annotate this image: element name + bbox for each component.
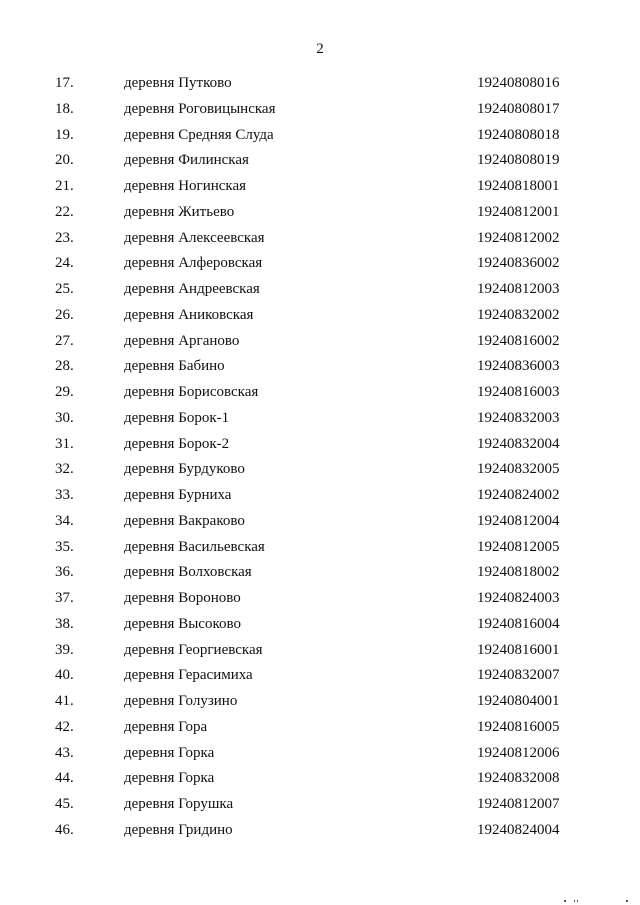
oktmo-code: 19240812004 (477, 512, 560, 529)
row-number: 45. (55, 796, 74, 812)
row-number: 38. (55, 615, 74, 632)
oktmo-code: 19240818001 (477, 178, 560, 194)
settlement-name: деревня Волховская (124, 564, 252, 581)
oktmo-code: 19240808018 (477, 126, 560, 143)
settlement-name: деревня Гридино (124, 821, 233, 838)
settlement-name: деревня Борисовская (124, 384, 259, 400)
list-item (0, 511, 640, 537)
list-item (0, 562, 640, 588)
settlement-name: деревня Бабино (124, 358, 225, 375)
oktmo-code: 19240812003 (477, 281, 560, 297)
list-item (0, 176, 640, 202)
settlement-name: деревня Путково (124, 75, 232, 91)
list-item (0, 743, 640, 769)
oktmo-code: 19240812002 (477, 229, 560, 246)
oktmo-code: 19240832005 (477, 461, 560, 478)
list-item (0, 537, 640, 563)
list-item (0, 794, 640, 820)
list-item (0, 640, 640, 666)
row-number: 39. (55, 641, 74, 658)
settlement-name: деревня Житьево (124, 203, 235, 220)
list-item (0, 279, 640, 305)
list-item (0, 717, 640, 743)
settlement-name: деревня Гора (124, 718, 208, 735)
settlement-list (0, 73, 640, 846)
row-number: 40. (55, 667, 74, 684)
settlement-name: деревня Высоково (124, 615, 241, 632)
row-number: 33. (55, 487, 74, 503)
oktmo-code: 19240812007 (477, 796, 560, 812)
row-number: 26. (55, 306, 74, 323)
oktmo-code: 19240812001 (477, 203, 560, 220)
oktmo-code: 19240816002 (477, 332, 560, 349)
list-item (0, 73, 640, 99)
oktmo-code: 19240836003 (477, 358, 560, 375)
row-number: 24. (55, 255, 74, 272)
settlement-name: деревня Георгиевская (124, 641, 263, 658)
page-number: 2 (316, 41, 324, 57)
oktmo-code: 19240832002 (477, 306, 560, 323)
oktmo-code: 19240832007 (477, 667, 560, 684)
row-number: 19. (55, 126, 74, 143)
list-item (0, 485, 640, 511)
oktmo-code: 19240824003 (477, 590, 560, 606)
settlement-name: деревня Горка (124, 744, 215, 761)
oktmo-code: 19240816001 (477, 641, 560, 658)
settlement-name: деревня Герасимиха (124, 667, 253, 684)
settlement-name: деревня Голузино (124, 693, 238, 709)
row-number: 37. (55, 590, 74, 606)
row-number: 44. (55, 770, 74, 787)
list-item (0, 99, 640, 125)
settlement-name: деревня Ногинская (124, 178, 247, 194)
oktmo-code: 19240812005 (477, 538, 560, 555)
row-number: 22. (55, 203, 74, 220)
row-number: 30. (55, 409, 74, 426)
row-number: 42. (55, 718, 74, 735)
oktmo-code: 19240812006 (477, 744, 560, 761)
row-number: 31. (55, 435, 74, 452)
list-item (0, 459, 640, 485)
list-item (0, 614, 640, 640)
settlement-name: деревня Горка (124, 770, 215, 787)
settlement-name: деревня Алферовская (124, 255, 263, 272)
settlement-name: деревня Вороново (124, 590, 241, 606)
row-number: 43. (55, 744, 74, 761)
list-item (0, 331, 640, 357)
list-item (0, 382, 640, 408)
oktmo-code: 19240808017 (477, 100, 560, 117)
oktmo-code: 19240816005 (477, 718, 560, 735)
settlement-name: деревня Васильевская (124, 538, 265, 555)
list-item (0, 305, 640, 331)
settlement-name: деревня Горушка (124, 796, 234, 812)
settlement-name: деревня Бурдуково (124, 461, 245, 478)
settlement-name: деревня Роговицынская (124, 100, 276, 117)
settlement-name: деревня Средняя Слуда (124, 126, 274, 143)
oktmo-code: 19240804001 (477, 693, 560, 709)
oktmo-code: 19240816003 (477, 384, 560, 400)
list-item (0, 665, 640, 691)
list-item (0, 588, 640, 614)
settlement-name: деревня Андреевская (124, 281, 260, 297)
list-item (0, 820, 640, 846)
list-item (0, 125, 640, 151)
row-number: 21. (55, 178, 74, 194)
settlement-name: деревня Алексеевская (124, 229, 265, 246)
oktmo-code: 19240808019 (477, 152, 560, 169)
row-number: 28. (55, 358, 74, 375)
row-number: 29. (55, 384, 74, 400)
row-number: 18. (55, 100, 74, 117)
settlement-name: деревня Борок-1 (124, 409, 230, 426)
settlement-name: деревня Бурниха (124, 487, 232, 503)
row-number: 23. (55, 229, 74, 246)
list-item (0, 150, 640, 176)
row-number: 34. (55, 512, 74, 529)
row-number: 25. (55, 281, 74, 297)
oktmo-code: 19240824004 (477, 821, 560, 838)
list-item (0, 408, 640, 434)
settlement-name: деревня Филинская (124, 152, 249, 169)
row-number: 36. (55, 564, 74, 581)
list-item (0, 691, 640, 717)
settlement-name: деревня Борок-2 (124, 435, 230, 452)
list-item (0, 434, 640, 460)
oktmo-code: 19240836002 (477, 255, 560, 272)
row-number: 32. (55, 461, 74, 478)
oktmo-code: 19240808016 (477, 75, 560, 91)
row-number: 41. (55, 693, 74, 709)
list-item (0, 228, 640, 254)
list-item (0, 356, 640, 382)
oktmo-code: 19240816004 (477, 615, 560, 632)
row-number: 20. (55, 152, 74, 169)
oktmo-code: 19240824002 (477, 487, 560, 503)
settlement-name: деревня Вакраково (124, 512, 245, 529)
settlement-name: деревня Аниковская (124, 306, 254, 323)
oktmo-code: 19240832004 (477, 435, 560, 452)
scan-mark (562, 899, 632, 903)
oktmo-code: 19240832003 (477, 409, 560, 426)
row-number: 27. (55, 332, 74, 349)
list-item (0, 202, 640, 228)
list-item (0, 768, 640, 794)
oktmo-code: 19240832008 (477, 770, 560, 787)
list-item (0, 253, 640, 279)
settlement-name: деревня Арганово (124, 332, 240, 349)
row-number: 46. (55, 821, 74, 838)
oktmo-code: 19240818002 (477, 564, 560, 581)
row-number: 35. (55, 538, 74, 555)
row-number: 17. (55, 75, 74, 91)
